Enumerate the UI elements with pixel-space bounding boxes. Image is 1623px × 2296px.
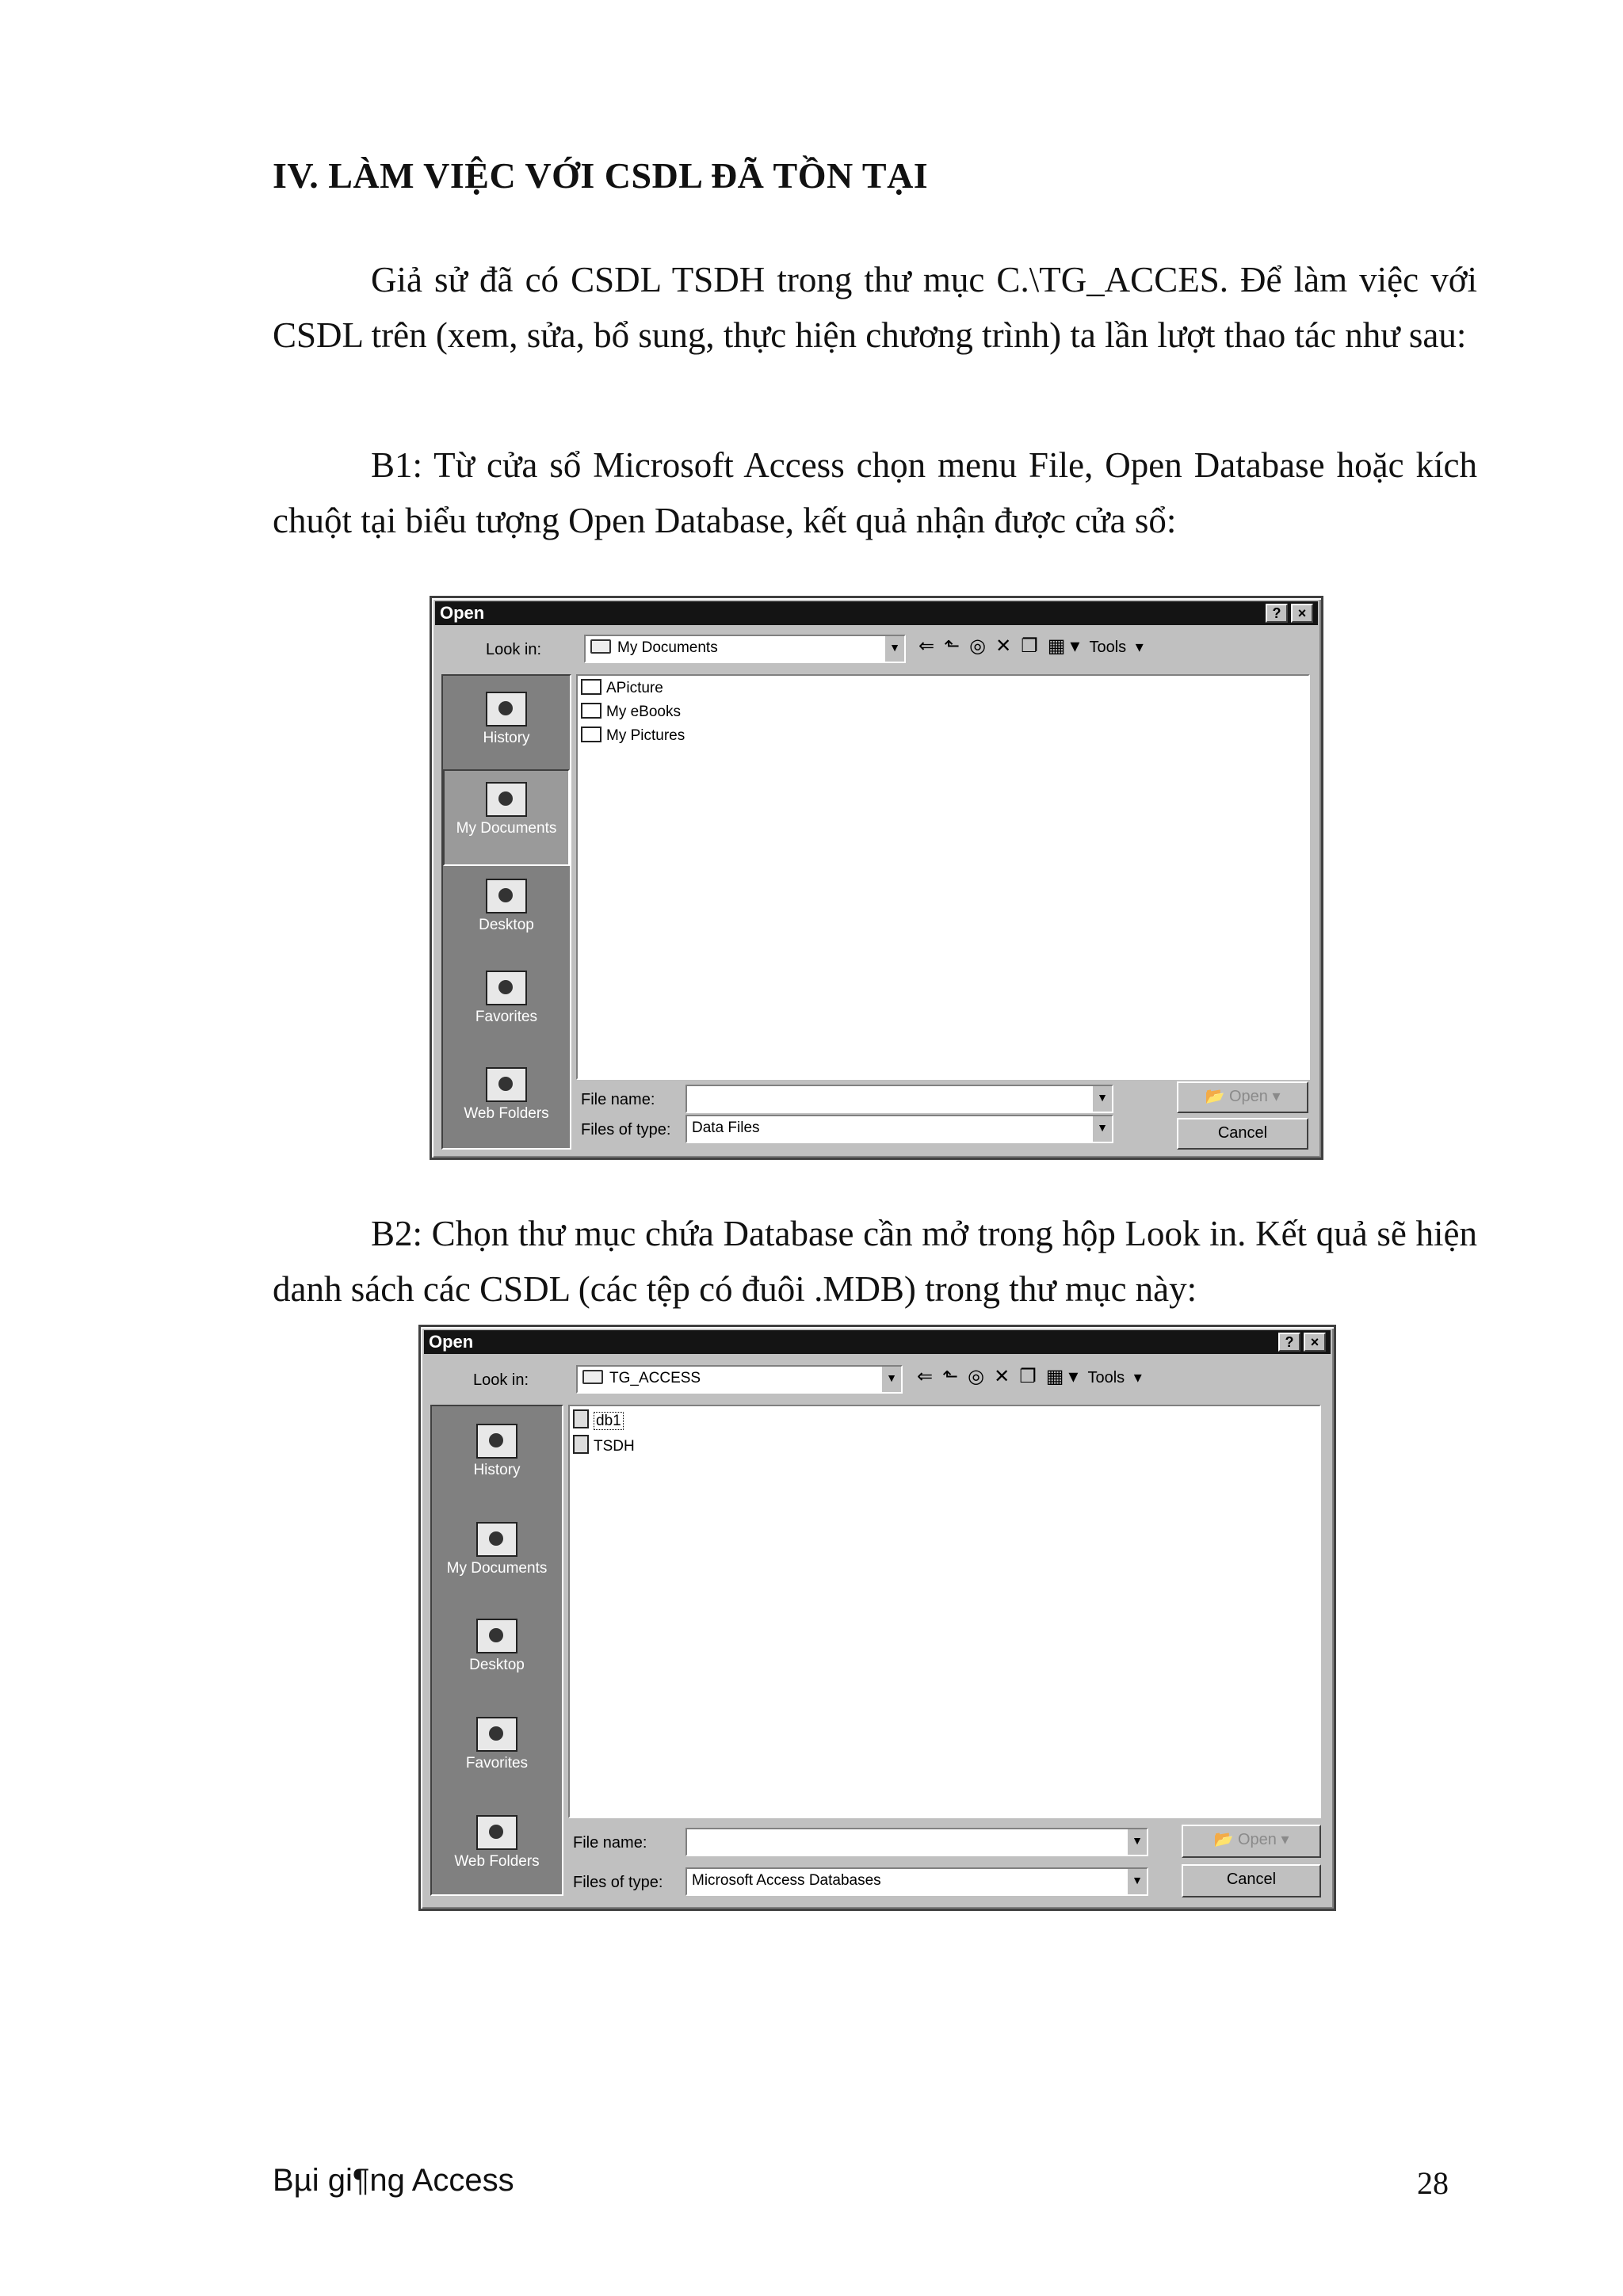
access-database-icon bbox=[573, 1435, 589, 1454]
file-name: My eBooks bbox=[606, 704, 681, 720]
place-my-documents[interactable] bbox=[432, 1522, 562, 1577]
open-button[interactable]: 📂 Open ▾ bbox=[1177, 1081, 1308, 1113]
desktop-icon bbox=[486, 879, 527, 913]
desktop-icon bbox=[476, 1619, 517, 1653]
place-history[interactable] bbox=[432, 1424, 562, 1479]
list-item[interactable] bbox=[581, 679, 663, 697]
dialog-toolbar bbox=[917, 1365, 1147, 1388]
place-favorites[interactable] bbox=[443, 971, 570, 1026]
place-label: History bbox=[483, 730, 530, 746]
help-button[interactable]: ? bbox=[1266, 604, 1288, 623]
place-desktop[interactable] bbox=[432, 1619, 562, 1674]
paragraph-intro bbox=[273, 252, 1477, 363]
cancel-button[interactable]: Cancel bbox=[1177, 1118, 1308, 1150]
file-name: db1 bbox=[594, 1412, 624, 1430]
history-icon bbox=[476, 1424, 517, 1459]
look-in-label: Look in: bbox=[473, 1371, 529, 1389]
dialog-title: Open bbox=[440, 603, 485, 623]
delete-icon[interactable]: ✕ bbox=[994, 1366, 1015, 1387]
file-list[interactable] bbox=[576, 674, 1310, 1080]
open-button[interactable]: 📂 Open ▾ bbox=[1182, 1825, 1321, 1858]
paragraph-step1-text: B1: Từ cửa sổ Microsoft Access chọn menu File, Open Database hoặc kích chuột tại biểu tượng Open Database, kết quả nhận được cửa sổ: bbox=[273, 445, 1477, 540]
back-icon[interactable]: ⇐ bbox=[918, 635, 940, 657]
list-item[interactable] bbox=[573, 1435, 635, 1455]
place-label: History bbox=[473, 1462, 521, 1478]
folder-icon bbox=[581, 703, 601, 719]
my-documents-icon bbox=[486, 782, 527, 817]
file-name-label: File name: bbox=[573, 1834, 647, 1852]
place-history[interactable] bbox=[443, 692, 570, 747]
back-icon[interactable]: ⇐ bbox=[917, 1366, 938, 1387]
paragraph-step1 bbox=[273, 437, 1477, 548]
open-dialog-tg-access bbox=[418, 1325, 1336, 1911]
tools-label: Tools bbox=[1087, 1369, 1125, 1386]
views-icon[interactable]: ▦▾ bbox=[1045, 1366, 1083, 1387]
list-item[interactable] bbox=[573, 1409, 624, 1430]
place-web-folders[interactable] bbox=[432, 1815, 562, 1871]
tools-menu[interactable]: Tools ▾ bbox=[1087, 1369, 1142, 1386]
place-label: Favorites bbox=[475, 1009, 538, 1025]
new-folder-icon[interactable]: ❐ bbox=[1019, 1366, 1041, 1387]
file-name: TSDH bbox=[594, 1438, 635, 1455]
place-web-folders[interactable] bbox=[443, 1067, 570, 1123]
web-folders-icon bbox=[476, 1815, 517, 1850]
open-folder-icon: 📂 bbox=[1205, 1088, 1225, 1105]
files-of-type-select[interactable] bbox=[685, 1115, 1113, 1143]
place-desktop[interactable] bbox=[443, 879, 570, 934]
dialog-toolbar bbox=[918, 635, 1148, 658]
look-in-combo[interactable] bbox=[584, 635, 906, 663]
web-folders-icon bbox=[486, 1067, 527, 1102]
search-web-icon[interactable]: ◎ bbox=[968, 1366, 990, 1387]
open-button-label: Open bbox=[1228, 1088, 1268, 1105]
up-folder-icon[interactable]: ⬑ bbox=[942, 1366, 964, 1387]
files-of-type-value: Data Files bbox=[692, 1119, 760, 1136]
place-label: My Documents bbox=[456, 820, 557, 837]
file-name-label: File name: bbox=[581, 1091, 655, 1108]
places-bar bbox=[441, 674, 571, 1150]
place-label: My Documents bbox=[446, 1560, 548, 1577]
file-name: APicture bbox=[606, 680, 663, 696]
place-label: Favorites bbox=[465, 1755, 529, 1772]
files-of-type-select[interactable] bbox=[685, 1867, 1148, 1896]
files-of-type-label: Files of type: bbox=[581, 1121, 671, 1138]
cancel-button[interactable]: Cancel bbox=[1182, 1864, 1321, 1897]
folder-icon bbox=[582, 1370, 603, 1384]
look-in-combo[interactable] bbox=[576, 1365, 903, 1394]
folder-icon bbox=[581, 679, 601, 695]
chevron-down-icon[interactable]: ▼ bbox=[1091, 1086, 1112, 1112]
look-in-label: Look in: bbox=[486, 641, 542, 658]
tools-label: Tools bbox=[1089, 639, 1127, 656]
up-folder-icon[interactable]: ⬑ bbox=[944, 635, 965, 657]
folder-icon bbox=[590, 639, 611, 654]
place-label: Web Folders bbox=[454, 1853, 540, 1870]
page-number: 28 bbox=[1417, 2165, 1449, 2201]
my-documents-icon bbox=[476, 1522, 517, 1557]
open-dialog-my-documents bbox=[430, 596, 1323, 1160]
open-button-label: Open bbox=[1237, 1831, 1277, 1848]
close-button[interactable]: × bbox=[1304, 1333, 1326, 1352]
paragraph-step2 bbox=[273, 1206, 1477, 1317]
favorites-icon bbox=[486, 971, 527, 1005]
footer-title: Bµi gi¶ng Access bbox=[273, 2163, 514, 2198]
dialog-title: Open bbox=[429, 1332, 474, 1352]
help-button[interactable]: ? bbox=[1278, 1333, 1300, 1352]
place-my-documents[interactable] bbox=[443, 769, 570, 866]
list-item[interactable] bbox=[581, 727, 685, 745]
history-icon bbox=[486, 692, 527, 727]
file-list[interactable] bbox=[568, 1405, 1321, 1818]
place-label: Desktop bbox=[469, 1657, 525, 1673]
file-name-input[interactable] bbox=[685, 1828, 1148, 1856]
folder-icon bbox=[581, 727, 601, 742]
access-database-icon bbox=[573, 1409, 589, 1428]
chevron-down-icon[interactable]: ▼ bbox=[884, 636, 904, 662]
look-in-value: My Documents bbox=[617, 639, 718, 656]
file-name: My Pictures bbox=[606, 727, 685, 744]
chevron-down-icon[interactable]: ▼ bbox=[1126, 1869, 1147, 1894]
list-item[interactable] bbox=[581, 703, 681, 721]
section-heading: IV. LÀM VIỆC VỚI CSDL ĐÃ TỒN TẠI bbox=[273, 155, 929, 196]
files-of-type-value: Microsoft Access Databases bbox=[692, 1872, 881, 1889]
look-in-value: TG_ACCESS bbox=[609, 1370, 701, 1386]
places-bar bbox=[430, 1405, 563, 1896]
dialog-title-bar bbox=[435, 601, 1318, 625]
close-button[interactable]: × bbox=[1291, 604, 1313, 623]
chevron-down-icon[interactable]: ▼ bbox=[880, 1367, 901, 1392]
place-favorites[interactable] bbox=[432, 1717, 562, 1772]
tools-menu[interactable]: Tools ▾ bbox=[1089, 639, 1144, 656]
favorites-icon bbox=[476, 1717, 517, 1752]
chevron-down-icon[interactable]: ▼ bbox=[1091, 1116, 1112, 1142]
files-of-type-label: Files of type: bbox=[573, 1874, 663, 1891]
file-name-input[interactable] bbox=[685, 1085, 1113, 1113]
place-label: Web Folders bbox=[464, 1105, 549, 1122]
chevron-down-icon[interactable]: ▼ bbox=[1126, 1829, 1147, 1855]
views-icon[interactable]: ▦▾ bbox=[1047, 635, 1085, 657]
new-folder-icon[interactable]: ❐ bbox=[1021, 635, 1043, 657]
paragraph-intro-text: Giả sử đã có CSDL TSDH trong thư mục C.\TG_ACCES. Để làm việc với CSDL trên (xem, sửa, bổ sung, thực hiện chương trình) ta lần lượt thao tác như sau: bbox=[273, 260, 1477, 355]
open-folder-icon: 📂 bbox=[1213, 1831, 1234, 1848]
place-label: Desktop bbox=[479, 917, 534, 933]
delete-icon[interactable]: ✕ bbox=[995, 635, 1017, 657]
dialog-title-bar bbox=[424, 1330, 1331, 1354]
search-web-icon[interactable]: ◎ bbox=[969, 635, 991, 657]
paragraph-step2-text: B2: Chọn thư mục chứa Database cần mở trong hộp Look in. Kết quả sẽ hiện danh sách các CSDL (các tệp có đuôi .MDB) trong thư mục này: bbox=[273, 1214, 1477, 1309]
